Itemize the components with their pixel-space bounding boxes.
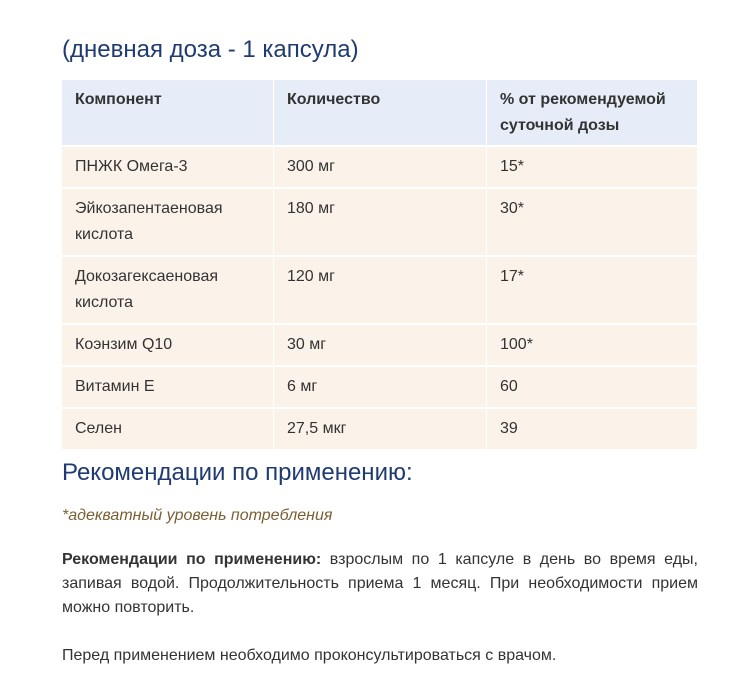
table-row (62, 188, 697, 256)
usage-text: взрослым по 1 капсуле в день во время еды, запивая водой. Продолжительность приема 1 месяц. При необходимости прием можно повторить. (62, 551, 698, 616)
cell-amount: 300 мг (274, 146, 487, 188)
header-component: Компонент (62, 80, 274, 146)
usage-heading: Рекомендации по применению: (62, 459, 413, 486)
cell-percent: 15* (487, 146, 698, 188)
cell-percent: 60 (487, 366, 698, 408)
cell-amount: 27,5 мкг (274, 408, 487, 449)
table-body (62, 146, 697, 449)
cell-amount: 6 мг (274, 366, 487, 408)
table-row (62, 146, 697, 188)
cell-amount: 30 мг (274, 324, 487, 366)
header-daily-percent: % от рекомендуемой суточной дозы (487, 80, 698, 146)
cell-component: Витамин Е (62, 366, 274, 408)
usage-paragraph (62, 548, 698, 620)
cell-component: Селен (62, 408, 274, 449)
cell-component: Докозагексаеновая кислота (62, 256, 274, 324)
cell-amount: 120 мг (274, 256, 487, 324)
usage-label: Рекомендации по применению: (62, 551, 322, 568)
cell-component: Коэнзим Q10 (62, 324, 274, 366)
cell-percent: 39 (487, 408, 698, 449)
cell-percent: 30* (487, 188, 698, 256)
cell-percent: 100* (487, 324, 698, 366)
table-header (62, 80, 697, 146)
composition-table (62, 80, 697, 449)
cell-amount: 180 мг (274, 188, 487, 256)
table-row (62, 366, 697, 408)
table-row (62, 256, 697, 324)
table-row (62, 408, 697, 449)
cell-percent: 17* (487, 256, 698, 324)
footnote: *адекватный уровень потребления (62, 507, 333, 524)
dose-heading: (дневная доза - 1 капсула) (62, 36, 359, 63)
consult-note: Перед применением необходимо проконсультироваться с врачом. (62, 647, 557, 664)
table-header-row (62, 80, 697, 146)
header-amount: Количество (274, 80, 487, 146)
cell-component: ПНЖК Омега-3 (62, 146, 274, 188)
table-row (62, 324, 697, 366)
cell-component: Эйкозапентаеновая кислота (62, 188, 274, 256)
